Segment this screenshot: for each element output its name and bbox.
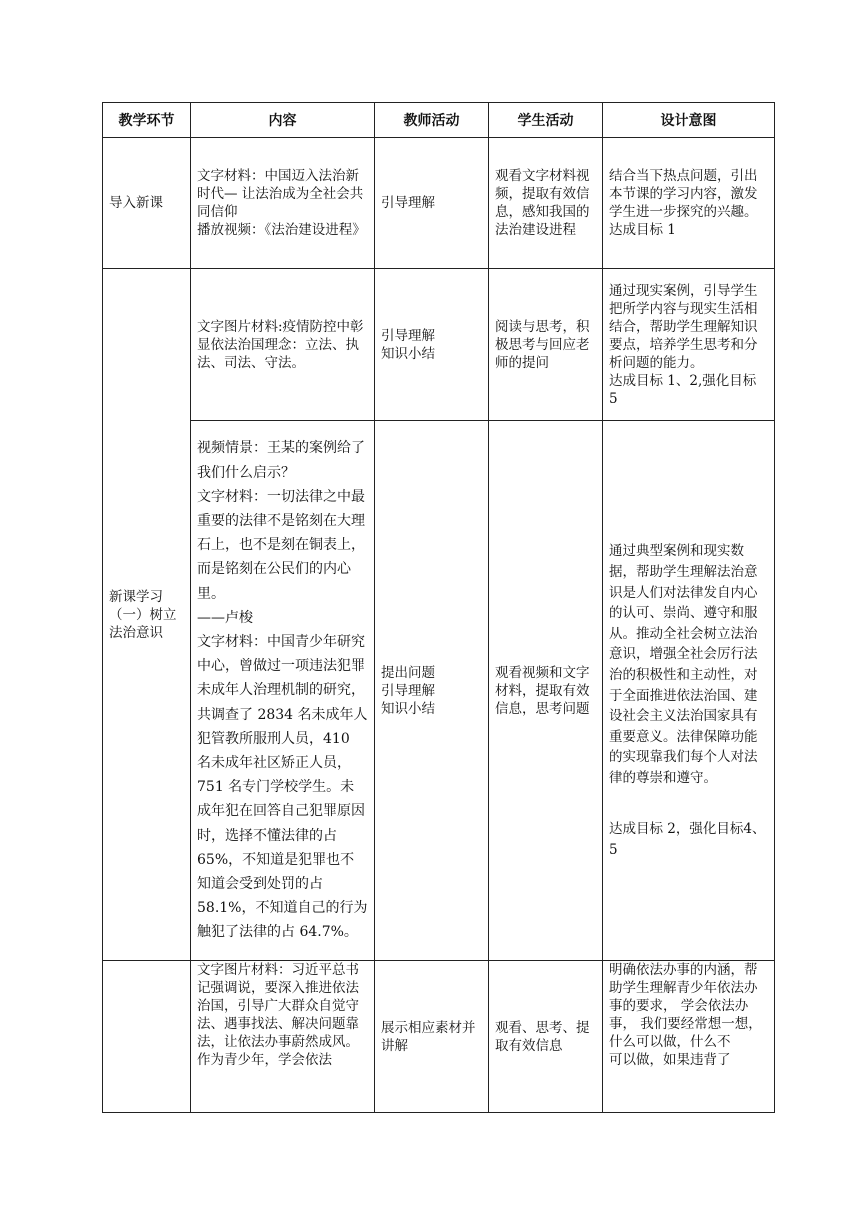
student-activity-cell: 阅读与思考，积极思考与回应老师的提问 bbox=[489, 269, 603, 421]
stage-cell: 新课学习（一）树立法治意识 bbox=[103, 269, 191, 961]
teacher-activity-cell: 提出问题 引导理解 知识小结 bbox=[375, 421, 489, 961]
design-intent-cell bbox=[603, 421, 775, 961]
design-intent-cell: 通过现实案例，引导学生把所学内容与现实生活相结合，帮助学生理解知识要点，培养学生思考和分析问题的能力。 达成目标 1、2,强化目标 5 bbox=[603, 269, 775, 421]
table-row bbox=[103, 138, 775, 269]
teacher-activity-cell: 展示相应素材并讲解 bbox=[375, 961, 489, 1113]
header-student-activity: 学生活动 bbox=[489, 103, 603, 138]
header-design-intent: 设计意图 bbox=[603, 103, 775, 138]
lesson-plan-table bbox=[102, 102, 775, 1113]
stage-cell: 导入新课 bbox=[103, 138, 191, 269]
content-cell: 视频情景：王某的案例给了我们什么启示？ 文字材料：一切法律之中最重要的法律不是铭刻在大理石上，也不是刻在铜表上，而是铭刻在公民们的内心里。 ——卢梭 文字材料：中国青少年研究中心，曾做过一项违法犯罪未成年人治理机制的研究，共调查了 2834 名未成年人犯管教所服刑人员，410 名未成年社区矫正人员，751 名专门学校学生。未成年犯在回答自己犯罪原因时，选择不懂法律的占 65%，不知道是犯罪也不知道会受到处罚的占 58.1%，不知道自己的行为触犯了法律的占 64.7%。 bbox=[191, 421, 375, 961]
student-activity-cell: 观看视频和文字材料，提取有效信息，思考问题 bbox=[489, 421, 603, 961]
design-intent-text: 通过典型案例和现实数据，帮助学生理解法治意识是人们对法律发自内心的认可、崇尚、遵守和服从。推动全社会树立法治意识，增强全社会厉行法治的积极性和主动性，对于全面推进依法治国、建设社会主义法治国家具有重要意义。法律保障功能的实现靠我们每个人对法律的尊崇和遵守。 bbox=[609, 543, 758, 786]
content-cell: 文字图片材料:疫情防控中彰显依法治国理念：立法、执法、司法、守法。 bbox=[191, 269, 375, 421]
header-teacher-activity: 教师活动 bbox=[375, 103, 489, 138]
header-stage: 教学环节 bbox=[103, 103, 191, 138]
table-row bbox=[103, 269, 775, 421]
student-activity-cell: 观看、思考、提取有效信息 bbox=[489, 961, 603, 1113]
teacher-activity-cell: 引导理解 知识小结 bbox=[375, 269, 489, 421]
content-cell: 文字材料：中国迈入法治新时代— 让法治成为全社会共同信仰 播放视频：《法治建设进程》 bbox=[191, 138, 375, 269]
design-intent-goal: 达成目标 2，强化目标4、5 bbox=[609, 821, 766, 858]
stage-cell bbox=[103, 961, 191, 1113]
teacher-activity-cell: 引导理解 bbox=[375, 138, 489, 269]
table-header-row bbox=[103, 103, 775, 138]
design-intent-cell: 结合当下热点问题，引出本节课的学习内容，激发学生进一步探究的兴趣。 达成目标 1 bbox=[603, 138, 775, 269]
student-activity-cell: 观看文字材料视频，提取有效信息，感知我国的法治建设进程 bbox=[489, 138, 603, 269]
content-cell: 文字图片材料：习近平总书记强调说，要深入推进依法治国，引导广大群众自觉守法、遇事找法、解决问题靠法，让依法办事蔚然成风。作为青少年，学会依法 bbox=[191, 961, 375, 1113]
table-row bbox=[103, 961, 775, 1113]
table-row bbox=[103, 421, 775, 961]
design-intent-cell: 明确依法办事的内涵，帮助学生理解青少年依法办事的要求， 学会依法办事， 我们要经常想一想， 什么可以做，什么不 可以做，如果违背了 bbox=[603, 961, 775, 1113]
header-content: 内容 bbox=[191, 103, 375, 138]
